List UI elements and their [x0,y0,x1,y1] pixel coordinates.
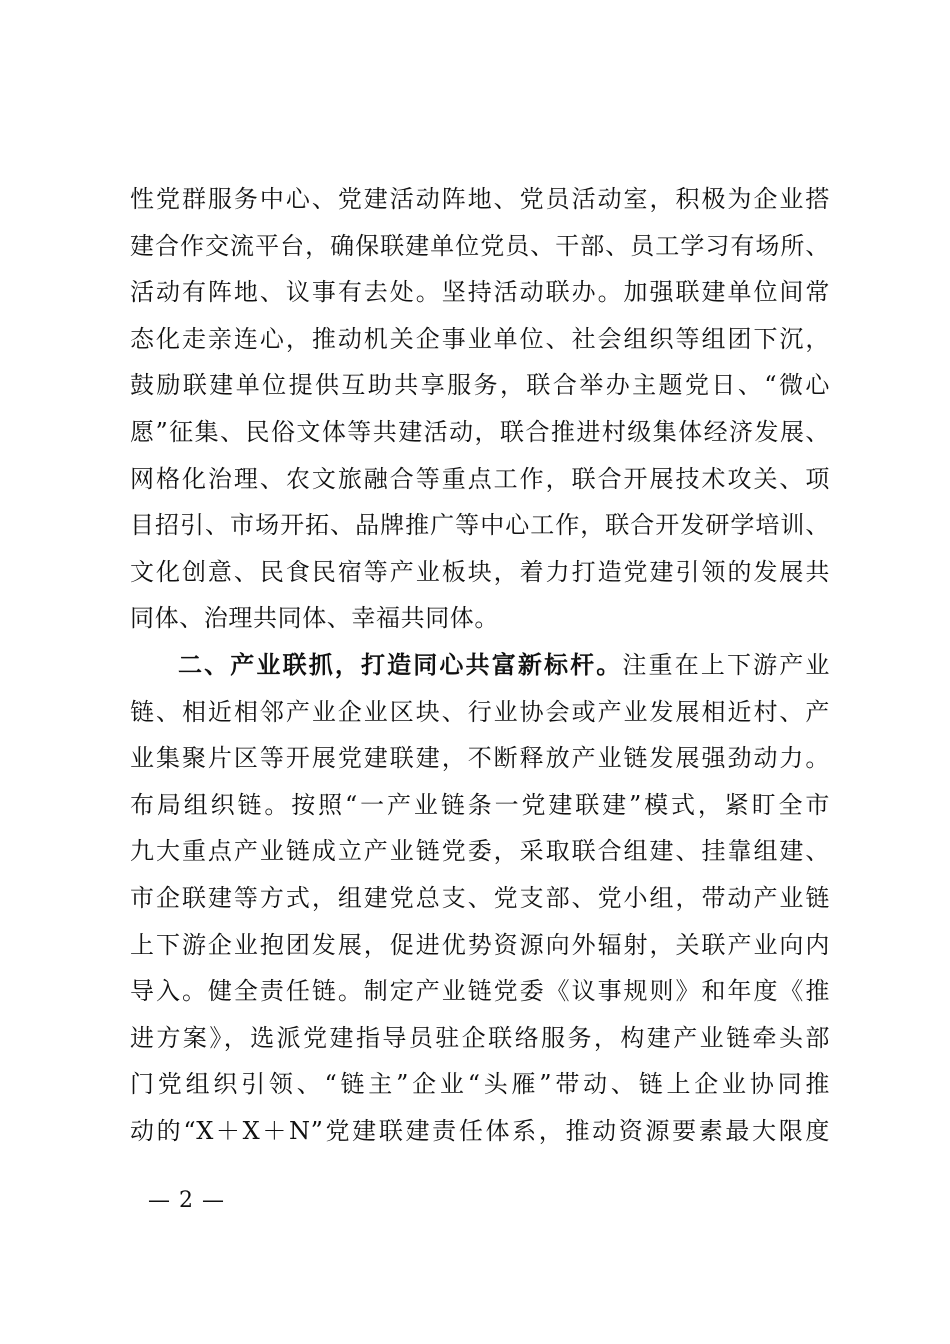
text-line: 同体、治理共同体、幸福共同体。 [130,604,499,633]
text-line: 态化走亲连心，推动机关企事业单位、社会组织等组团下沉， [130,324,830,353]
text-line: 建合作交流平台，确保联建单位党员、干部、员工学习有场所、 [130,231,830,260]
text-line: 目招引、市场开拓、品牌推广等中心工作，联合开发研学培训、 [130,511,830,540]
text-line: 性党群服务中心、党建活动阵地、党员活动室，积极为企业搭 [130,185,830,213]
section-2-intro: 注重在上下游产业 [622,650,830,679]
text-line: 链、相近相邻产业企业区块、行业协会或产业发展相近村、产 [130,697,830,726]
text-line: 活动有阵地、议事有去处。坚持活动联办。加强联建单位间常 [130,278,830,307]
text-line: 鼓励联建单位提供互助共享服务，联合举办主题党日、“微心 [130,371,830,400]
page-number: — 2 — [148,1188,225,1213]
text-line: 布局组织链。按照“一产业链条一党建联建”模式，紧盯全市 [130,790,830,819]
text-line: 导入。健全责任链。制定产业链党委《议事规则》和年度《推 [130,977,830,1006]
text-line: 业集聚片区等开展党建联建，不断释放产业链发展强劲动力。 [130,744,830,773]
text-line: 网格化治理、农文旅融合等重点工作，联合开展技术攻关、项 [130,464,830,493]
text-line: 上下游企业抱团发展，促进优势资源向外辐射，关联产业向内 [130,930,830,959]
text-line: 文化创意、民食民宿等产业板块，着力打造党建引领的发展共 [130,557,830,586]
text-line: 市企联建等方式，组建党总支、党支部、党小组，带动产业链 [130,883,830,912]
text-line: 愿”征集、民俗文体等共建活动，联合推进村级集体经济发展、 [130,417,830,446]
body-text [130,176,830,1154]
text-line: 门党组织引领、“链主”企业“头雁”带动、链上企业协同推 [130,1070,830,1099]
text-line: 进方案》，选派党建指导员驻企联络服务，构建产业链牵头部 [130,1023,830,1052]
text-line: 动的“X＋X＋N”党建联建责任体系，推动资源要素最大限度 [130,1116,830,1145]
section-heading-line [130,642,830,689]
section-2-heading: 二、产业联抓，打造同心共富新标杆。 [178,649,623,679]
text-line: 九大重点产业链成立产业链党委，采取联合组建、挂靠组建、 [130,837,830,866]
